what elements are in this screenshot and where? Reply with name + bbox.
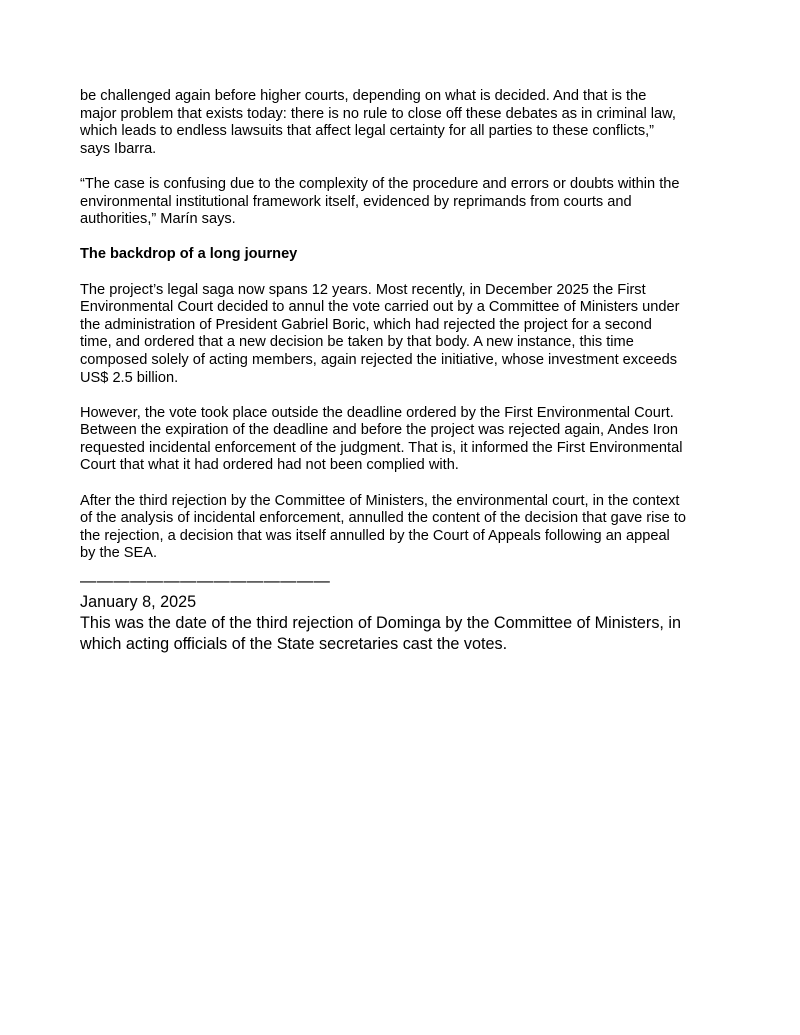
date-callout xyxy=(80,571,681,655)
text-line: the rejection, a decision that was itself annulled by the Court of Appeals following an appeal xyxy=(80,527,670,544)
paragraph-ibarra-quote xyxy=(80,88,740,158)
text-line: major problem that exists today: there is no rule to close off these debates as in criminal law, xyxy=(80,105,676,122)
text-line: composed solely of acting members, again rejected the initiative, whose investment exceeds xyxy=(80,351,678,368)
text-line: which acting officials of the State secretaries cast the votes. xyxy=(80,635,508,653)
text-line: US$ 2.5 billion. xyxy=(80,369,179,386)
text-line: the administration of President Gabriel Boric, which had rejected the project for a second xyxy=(80,316,652,333)
text-line: Environmental Court decided to annul the vote carried out by a Committee of Ministers under xyxy=(80,299,680,316)
paragraph-deadline xyxy=(80,405,740,475)
text-line: authorities,” Marín says. xyxy=(80,211,236,228)
text-line: which leads to endless lawsuits that affect legal certainty for all parties to these conflicts,” xyxy=(80,123,655,140)
article-body xyxy=(80,88,740,581)
section-heading: The backdrop of a long journey xyxy=(80,246,298,263)
text-line: says Ibarra. xyxy=(80,140,157,157)
paragraph-legal-saga xyxy=(80,282,740,388)
text-line: time, and ordered that a new decision be taken by that body. A new instance, this time xyxy=(80,334,634,351)
text-line: However, the vote took place outside the deadline ordered by the First Environmental Court. xyxy=(80,404,674,421)
text-line: requested incidental enforcement of the judgment. That is, it informed the First Environmental xyxy=(80,439,683,456)
separator-line: ——————————————— xyxy=(80,572,331,590)
text-line: The project’s legal saga now spans 12 years. Most recently, in December 2025 the First xyxy=(80,281,646,298)
text-line: by the SEA. xyxy=(80,545,158,562)
text-line: This was the date of the third rejection of Dominga by the Committee of Ministers, in xyxy=(80,614,682,632)
text-line: “The case is confusing due to the complexity of the procedure and errors or doubts within the xyxy=(80,175,680,192)
text-line: After the third rejection by the Committee of Ministers, the environmental court, in the context xyxy=(80,492,680,509)
paragraph-marin-quote xyxy=(80,176,740,229)
text-line: environmental institutional framework itself, evidenced by reprimands from courts and xyxy=(80,193,632,210)
text-line: of the analysis of incidental enforcement, annulled the content of the decision that gave rise to xyxy=(80,510,687,527)
text-line: be challenged again before higher courts, depending on what is decided. And that is the xyxy=(80,88,647,104)
paragraph-third-rejection xyxy=(80,493,740,563)
callout-date: January 8, 2025 xyxy=(80,593,197,611)
text-line: Court that what it had ordered had not been complied with. xyxy=(80,457,459,474)
text-line: Between the expiration of the deadline and before the project was rejected again, Andes Iron xyxy=(80,422,678,439)
